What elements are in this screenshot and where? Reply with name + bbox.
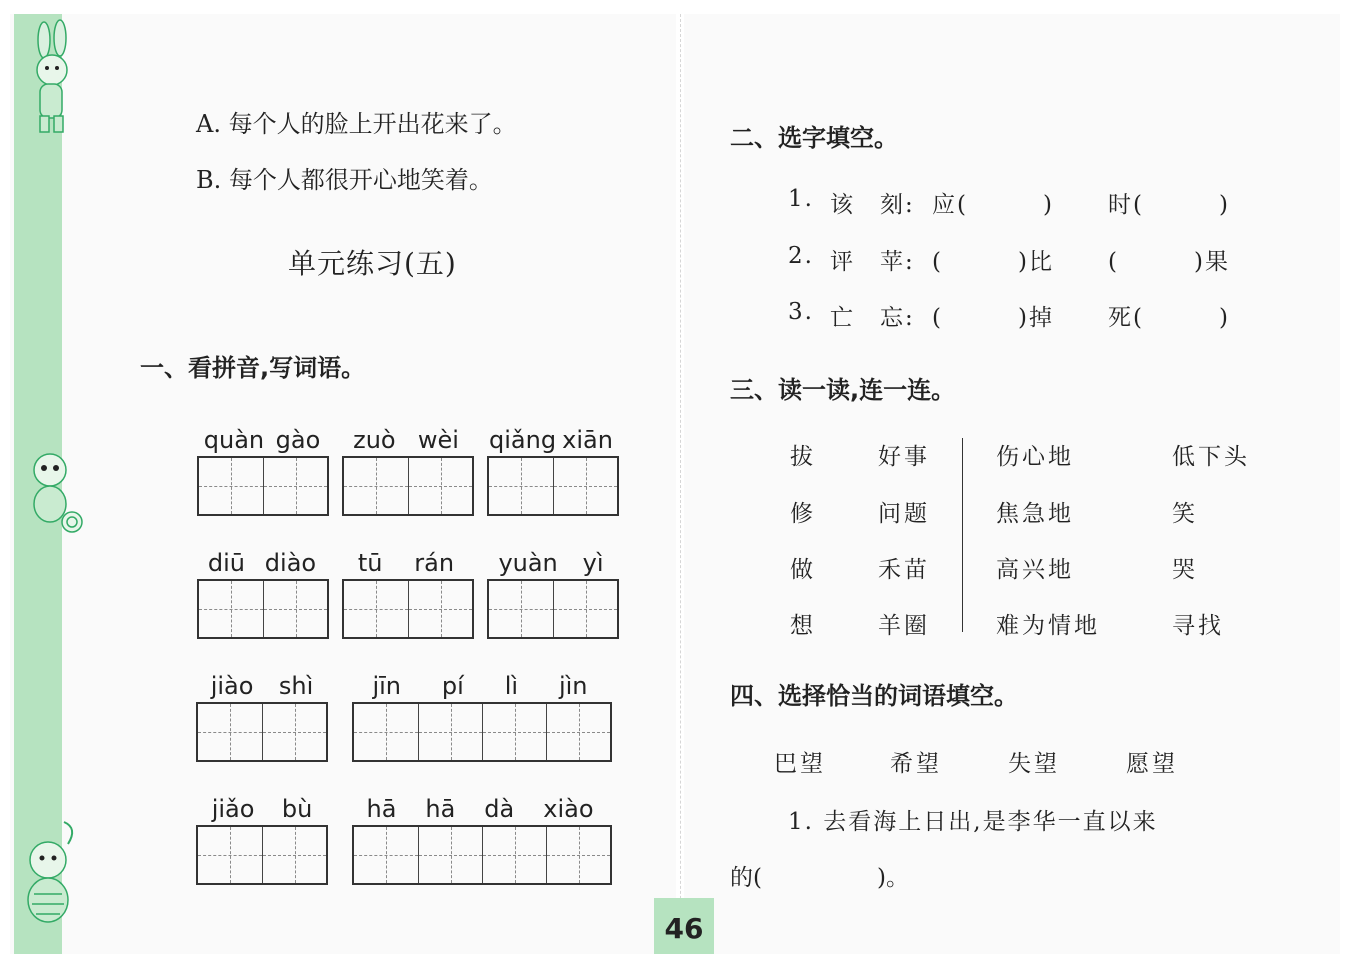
connect-item[interactable]: 低下头 (1172, 444, 1250, 470)
section2-heading: 二、选字填空。 (730, 124, 898, 152)
fill-blank[interactable]: ( )比 (932, 249, 1054, 275)
unit-title: 单元练习(五) (288, 247, 457, 280)
connect-item[interactable]: 好事 (878, 444, 930, 470)
pinyin-syllable: diào (264, 549, 317, 577)
pinyin-syllable: lì (504, 672, 519, 700)
pinyin-syllable: xiào (543, 795, 594, 823)
pinyin-syllable: zuò (353, 426, 396, 454)
connect-item[interactable]: 伤心地 (996, 444, 1074, 470)
pinyin-label (198, 795, 326, 823)
fill-item-chars: 评 苹: (830, 249, 915, 275)
section1-heading: 一、看拼音,写词语。 (140, 354, 366, 382)
writing-grid[interactable] (352, 825, 612, 885)
connect-item[interactable]: 问题 (878, 501, 930, 527)
question-1-text: 1. 去看海上日出,是李华一直以来 (788, 809, 1158, 835)
word-choice: 失望 (1008, 751, 1060, 777)
fill-blank[interactable]: 死( ) (1108, 305, 1230, 331)
connect-item[interactable]: 高兴地 (996, 557, 1074, 583)
pinyin-label (342, 426, 470, 454)
pinyin-label (486, 549, 616, 577)
fill-blank[interactable]: 时( ) (1108, 192, 1230, 218)
pinyin-syllable: pí (441, 672, 464, 700)
pinyin-label (352, 672, 608, 700)
pinyin-syllable: yì (582, 549, 604, 577)
page-number: 46 (664, 912, 704, 945)
writing-grid[interactable] (352, 702, 612, 762)
pinyin-syllable: wèi (417, 426, 459, 454)
section3-heading: 三、读一读,连一连。 (730, 376, 956, 404)
pinyin-syllable: jiǎo (211, 795, 255, 823)
connect-item[interactable]: 禾苗 (878, 557, 930, 583)
writing-grid[interactable] (342, 579, 474, 639)
fill-item-chars: 亡 忘: (830, 305, 915, 331)
word-choice: 希望 (890, 751, 942, 777)
pinyin-syllable: jiào (210, 672, 254, 700)
pinyin-syllable: tū (357, 549, 383, 577)
pinyin-syllable: gào (275, 426, 321, 454)
word-choice: 愿望 (1126, 751, 1178, 777)
connect-item[interactable]: 笑 (1172, 501, 1198, 527)
writing-grid[interactable] (487, 579, 619, 639)
page-gutter (680, 14, 682, 954)
pinyin-syllable: qiǎng (489, 426, 557, 454)
fill-item-chars: 该 刻: (830, 192, 915, 218)
section4-heading: 四、选择恰当的词语填空。 (730, 682, 1018, 710)
pinyin-syllable: rán (414, 549, 455, 577)
pinyin-syllable: dà (484, 795, 515, 823)
pinyin-label (352, 795, 608, 823)
pinyin-label (198, 426, 326, 454)
pinyin-syllable: hā (425, 795, 456, 823)
writing-grid[interactable] (196, 702, 328, 762)
fill-blank[interactable]: ( )掉 (932, 305, 1054, 331)
tiger-illustration (14, 812, 86, 932)
pinyin-syllable: hā (366, 795, 397, 823)
pinyin-syllable: yuàn (498, 549, 558, 577)
pinyin-label (486, 426, 616, 454)
pinyin-label (198, 672, 326, 700)
fill-item-number: 2. (788, 243, 814, 269)
connect-item[interactable]: 寻找 (1172, 613, 1224, 639)
writing-grid[interactable] (197, 456, 329, 516)
connect-item[interactable]: 哭 (1172, 557, 1198, 583)
connect-item[interactable]: 做 (790, 557, 816, 583)
connect-item[interactable]: 羊圈 (878, 613, 930, 639)
option-b: B. 每个人都很开心地笑着。 (196, 166, 493, 194)
connect-item[interactable]: 修 (790, 501, 816, 527)
rabbit-illustration (14, 18, 86, 138)
connect-item[interactable]: 拔 (790, 444, 816, 470)
pinyin-syllable: jīn (372, 672, 401, 700)
pinyin-syllable: diū (207, 549, 246, 577)
pinyin-syllable: xiān (562, 426, 613, 454)
writing-grid[interactable] (342, 456, 474, 516)
pinyin-syllable: shì (278, 672, 314, 700)
fill-blank[interactable]: ( )果 (1108, 249, 1230, 275)
writing-grid[interactable] (487, 456, 619, 516)
pinyin-label (198, 549, 326, 577)
writing-grid[interactable] (197, 579, 329, 639)
fill-blank[interactable]: 应( ) (932, 192, 1054, 218)
raccoon-illustration (14, 448, 86, 538)
writing-grid[interactable] (196, 825, 328, 885)
question-1-blank[interactable]: 的( )。 (730, 865, 909, 891)
pinyin-syllable: jìn (558, 672, 588, 700)
connect-item[interactable]: 焦急地 (996, 501, 1074, 527)
fill-item-number: 1. (788, 186, 814, 212)
connect-item[interactable]: 难为情地 (996, 613, 1100, 639)
word-choice: 巴望 (774, 751, 826, 777)
pinyin-label (342, 549, 470, 577)
connect-divider (962, 438, 963, 632)
pinyin-syllable: bù (281, 795, 313, 823)
connect-item[interactable]: 想 (790, 613, 816, 639)
pinyin-syllable: quàn (203, 426, 265, 454)
fill-item-number: 3. (788, 299, 814, 325)
option-a: A. 每个人的脸上开出花来了。 (196, 110, 517, 138)
